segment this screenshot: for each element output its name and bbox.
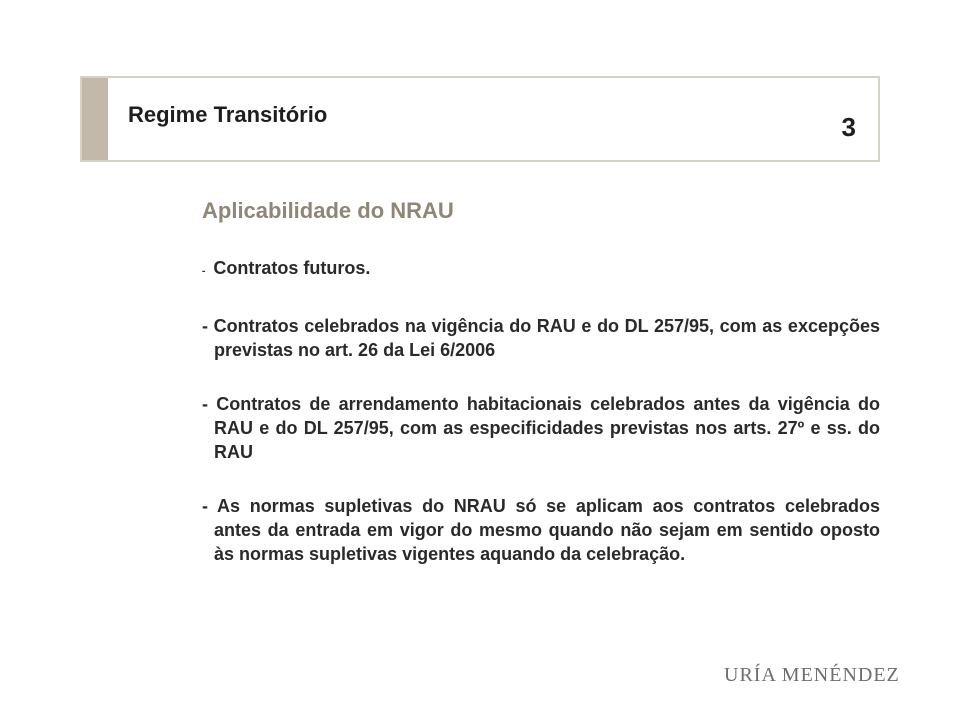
list-item: - As normas supletivas do NRAU só se aplicam aos contratos celebrados antes da entrada em vigor do mesmo quando não sejam em sentido oposto às normas supletivas vigentes aquando da celebração. xyxy=(202,496,880,564)
slide-number: 3 xyxy=(841,112,856,142)
header-accent-bar xyxy=(82,78,108,160)
list-item: - Contratos de arrendamento habitacionais celebrados antes da vigência do RAU e do DL 257/95, com as especificidades previstas nos arts. 27º e ss. do RAU xyxy=(202,394,880,462)
list-item-text: Contratos futuros. xyxy=(213,258,371,278)
bullet-list xyxy=(202,256,880,596)
list-item xyxy=(202,256,880,284)
company-logo: URÍA MENÉNDEZ xyxy=(724,664,900,686)
slide-title: Regime Transitório xyxy=(128,102,328,127)
list-item: - Contratos celebrados na vigência do RAU e do DL 257/95, com as excepções previstas no art. 26 da Lei 6/2006 xyxy=(202,316,880,360)
bullet-dash: - xyxy=(202,266,206,277)
header-box xyxy=(80,76,880,162)
section-subtitle: Aplicabilidade do NRAU xyxy=(202,198,454,223)
